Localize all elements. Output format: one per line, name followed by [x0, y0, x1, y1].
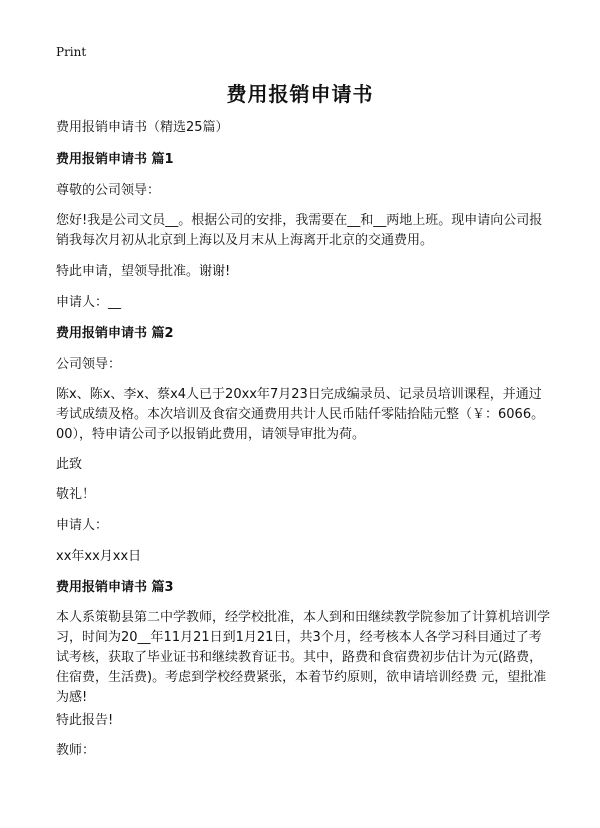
section-3-body: 本人系策勒县第二中学教师，经学校批准，本人到和田继续教学院参加了计算机培训学习，时间为20__年11月21日到1月21日，共3个月，经考核本人各学习科目通过了考试考核，获取了毕业证书和继续教育证书。其中，路费和食宿费初步估计为元(路费，住宿费，生活费)。考虑到学校经费紧张，本着节约原则，欲申请培训经费 元，望批准为感! — [56, 610, 551, 705]
section-3-teacher: 教师： — [56, 743, 96, 758]
section-1-salutation: 尊敬的公司领导： — [56, 183, 161, 198]
print-link[interactable]: Print — [56, 45, 87, 59]
section-3-heading: 费用报销申请书 篇3 — [56, 580, 174, 595]
section-2-date: xx年xx月xx日 — [56, 549, 142, 564]
section-1-body: 您好!我是公司文员__。根据公司的安排，我需要在__和__两地上班。现申请向公司报销我每次月初从北京到上海以及月末从上海离开北京的交通费用。 — [56, 213, 543, 248]
document-subtitle: 费用报销申请书（精选25篇） — [56, 120, 229, 135]
section-1-applicant: 申请人：__ — [56, 295, 122, 310]
section-3-report: 特此报告! — [56, 713, 114, 728]
section-2-applicant: 申请人： — [56, 518, 109, 533]
section-2-salutation: 公司领导： — [56, 357, 122, 372]
document-title: 费用报销申请书 — [226, 82, 374, 106]
section-2-closing-1: 此致 — [56, 457, 83, 472]
section-2-closing-2: 敬礼！ — [56, 487, 96, 502]
section-2-heading: 费用报销申请书 篇2 — [56, 326, 174, 341]
section-1-heading: 费用报销申请书 篇1 — [56, 152, 174, 167]
section-1-request: 特此申请，望领导批准。谢谢! — [56, 264, 231, 279]
section-2-body: 陈x、陈x、李x、蔡x4人已于20xx年7月23日完成编录员、记录员培训课程，并通过考试成绩及格。本次培训及食宿交通费用共计人民币陆仟零陆拾陆元整（￥：6066。00），特申请公司予以报销此费用，请领导审批为荷。 — [56, 387, 545, 442]
